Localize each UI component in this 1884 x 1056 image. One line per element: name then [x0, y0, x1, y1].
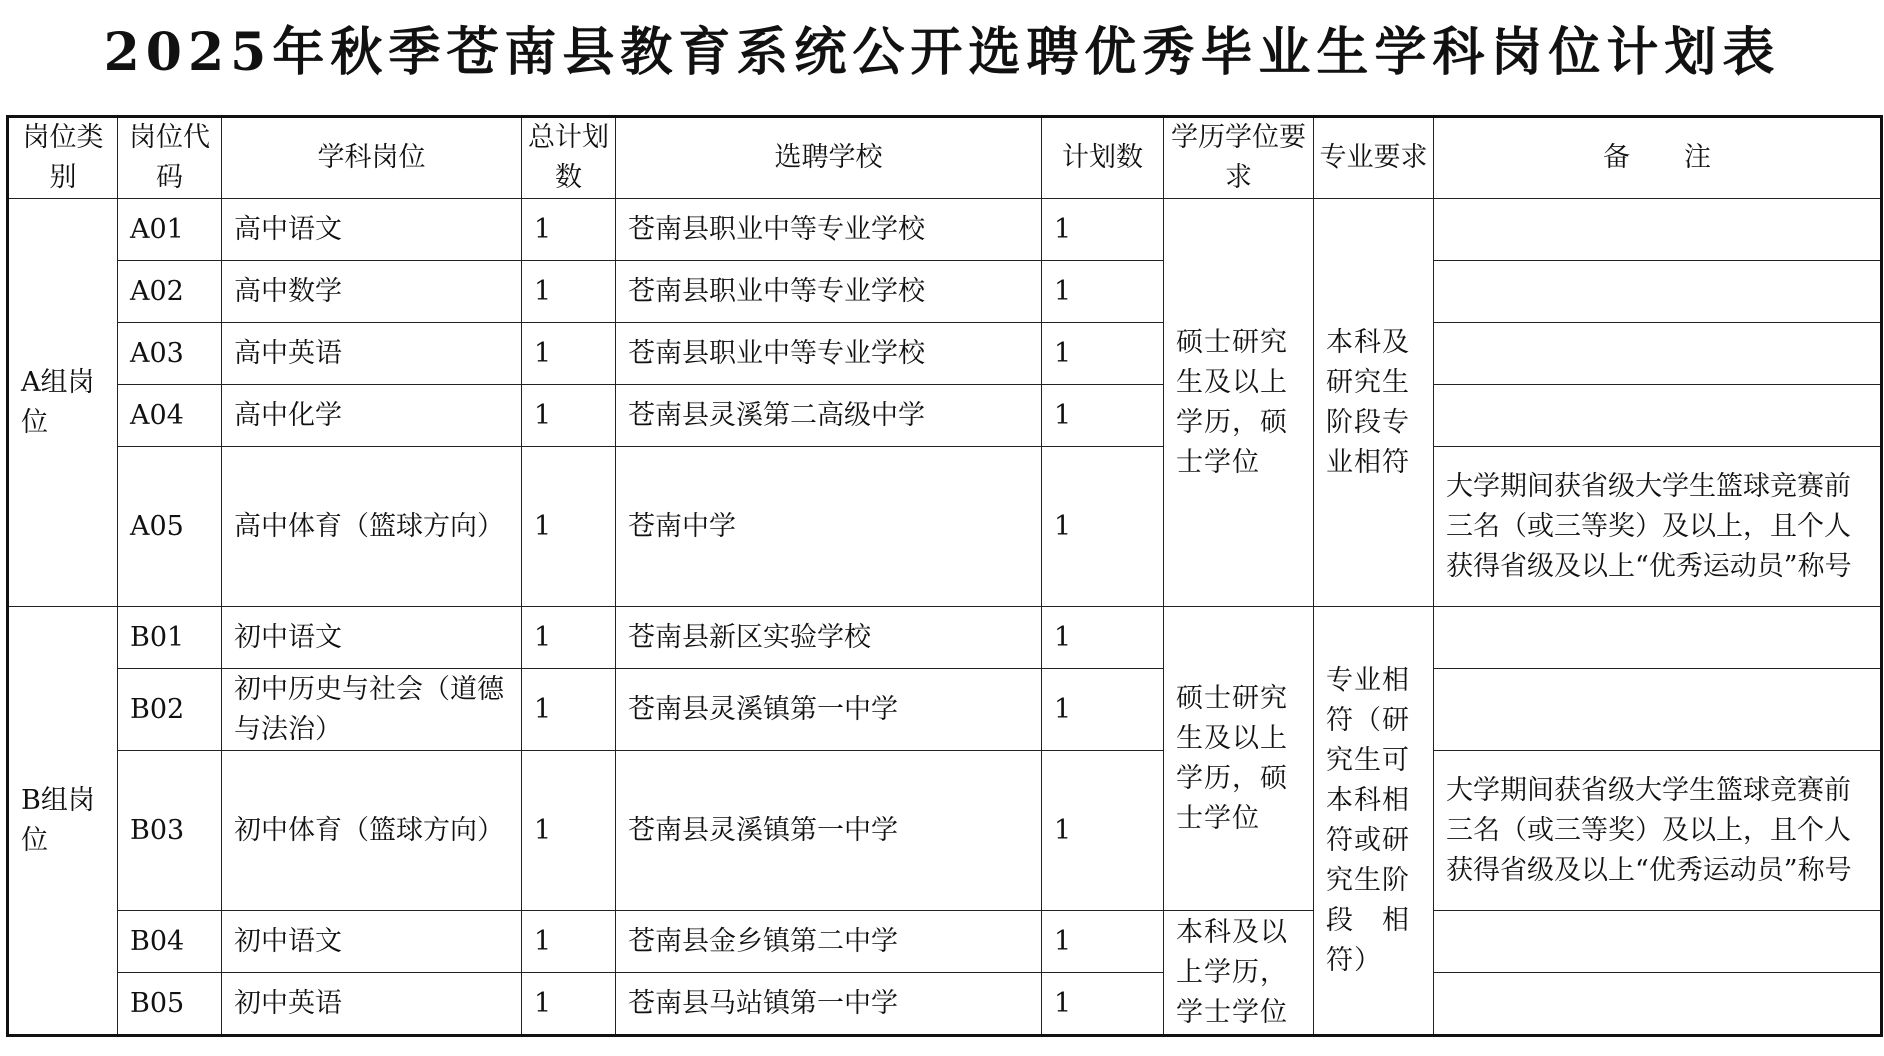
code-cell: B04 — [118, 911, 222, 973]
note-cell — [1434, 911, 1882, 973]
subject-cell: 初中历史与社会（道德与法治） — [222, 669, 522, 751]
note-cell: 大学期间获省级大学生篮球竞赛前三名（或三等奖）及以上，且个人获得省级及以上“优秀运动员”称号 — [1434, 447, 1882, 607]
code-cell: A02 — [118, 261, 222, 323]
table-row — [8, 447, 1882, 607]
note-cell — [1434, 385, 1882, 447]
note-cell — [1434, 199, 1882, 261]
header-category: 岗位类别 — [8, 117, 118, 199]
header-total: 总计划数 — [522, 117, 616, 199]
school-cell: 苍南县灵溪第二高级中学 — [616, 385, 1042, 447]
plan-cell: 1 — [1042, 911, 1164, 973]
code-cell: B03 — [118, 751, 222, 911]
code-cell: B01 — [118, 607, 222, 669]
school-cell: 苍南县灵溪镇第一中学 — [616, 751, 1042, 911]
school-cell: 苍南县灵溪镇第一中学 — [616, 669, 1042, 751]
total-cell: 1 — [522, 669, 616, 751]
note-cell — [1434, 323, 1882, 385]
total-cell: 1 — [522, 973, 616, 1036]
code-cell: A04 — [118, 385, 222, 447]
subject-cell: 高中英语 — [222, 323, 522, 385]
table-row — [8, 199, 1882, 261]
plan-cell: 1 — [1042, 447, 1164, 607]
header-education: 学历学位要求 — [1164, 117, 1314, 199]
plan-cell: 1 — [1042, 973, 1164, 1036]
total-cell: 1 — [522, 199, 616, 261]
total-cell: 1 — [522, 911, 616, 973]
school-cell: 苍南中学 — [616, 447, 1042, 607]
school-cell: 苍南县马站镇第一中学 — [616, 973, 1042, 1036]
table-row — [8, 607, 1882, 669]
total-cell: 1 — [522, 385, 616, 447]
total-cell: 1 — [522, 261, 616, 323]
table-row — [8, 669, 1882, 751]
header-subject: 学科岗位 — [222, 117, 522, 199]
plan-cell: 1 — [1042, 323, 1164, 385]
plan-cell: 1 — [1042, 261, 1164, 323]
code-cell: A03 — [118, 323, 222, 385]
total-cell: 1 — [522, 607, 616, 669]
subject-cell: 初中体育（篮球方向） — [222, 751, 522, 911]
school-cell: 苍南县职业中等专业学校 — [616, 323, 1042, 385]
header-code: 岗位代码 — [118, 117, 222, 199]
code-cell: A01 — [118, 199, 222, 261]
plan-cell: 1 — [1042, 669, 1164, 751]
subject-cell: 初中英语 — [222, 973, 522, 1036]
plan-table — [6, 115, 1883, 1037]
header-school: 选聘学校 — [616, 117, 1042, 199]
code-cell: B05 — [118, 973, 222, 1036]
table-row — [8, 751, 1882, 911]
page-title: 2025年秋季苍南县教育系统公开选聘优秀毕业生学科岗位计划表 — [103, 22, 1781, 83]
subject-cell: 高中化学 — [222, 385, 522, 447]
group-b-label: B组岗位 — [8, 607, 118, 1036]
code-cell: A05 — [118, 447, 222, 607]
subject-cell: 高中语文 — [222, 199, 522, 261]
subject-cell: 高中体育（篮球方向） — [222, 447, 522, 607]
note-cell — [1434, 973, 1882, 1036]
school-cell: 苍南县职业中等专业学校 — [616, 261, 1042, 323]
table-row — [8, 323, 1882, 385]
school-cell: 苍南县金乡镇第二中学 — [616, 911, 1042, 973]
table-row — [8, 911, 1882, 973]
school-cell: 苍南县新区实验学校 — [616, 607, 1042, 669]
note-cell — [1434, 607, 1882, 669]
note-cell — [1434, 261, 1882, 323]
note-cell — [1434, 669, 1882, 751]
code-cell: B02 — [118, 669, 222, 751]
table-row — [8, 973, 1882, 1036]
plan-cell: 1 — [1042, 199, 1164, 261]
plan-cell: 1 — [1042, 751, 1164, 911]
group-a-education: 硕士研究生及以上学历，硕士学位 — [1164, 199, 1314, 607]
group-b-education-1: 硕士研究生及以上学历，硕士学位 — [1164, 607, 1314, 911]
plan-cell: 1 — [1042, 607, 1164, 669]
subject-cell: 初中语文 — [222, 607, 522, 669]
header-major: 专业要求 — [1314, 117, 1434, 199]
header-row — [8, 117, 1882, 199]
subject-cell: 高中数学 — [222, 261, 522, 323]
total-cell: 1 — [522, 323, 616, 385]
subject-cell: 初中语文 — [222, 911, 522, 973]
group-b-major: 专业相符（研究生可本科相符或研究生阶段 相符） — [1314, 607, 1434, 1036]
header-note: 备 注 — [1434, 117, 1882, 199]
table-row — [8, 261, 1882, 323]
school-cell: 苍南县职业中等专业学校 — [616, 199, 1042, 261]
group-a-major: 本科及研究生阶段专业相符 — [1314, 199, 1434, 607]
group-a-label: A组岗位 — [8, 199, 118, 607]
header-plan: 计划数 — [1042, 117, 1164, 199]
note-cell: 大学期间获省级大学生篮球竞赛前三名（或三等奖）及以上，且个人获得省级及以上“优秀运动员”称号 — [1434, 751, 1882, 911]
total-cell: 1 — [522, 447, 616, 607]
total-cell: 1 — [522, 751, 616, 911]
plan-cell: 1 — [1042, 385, 1164, 447]
group-b-education-2: 本科及以上学历，学士学位 — [1164, 911, 1314, 1036]
table-row — [8, 385, 1882, 447]
